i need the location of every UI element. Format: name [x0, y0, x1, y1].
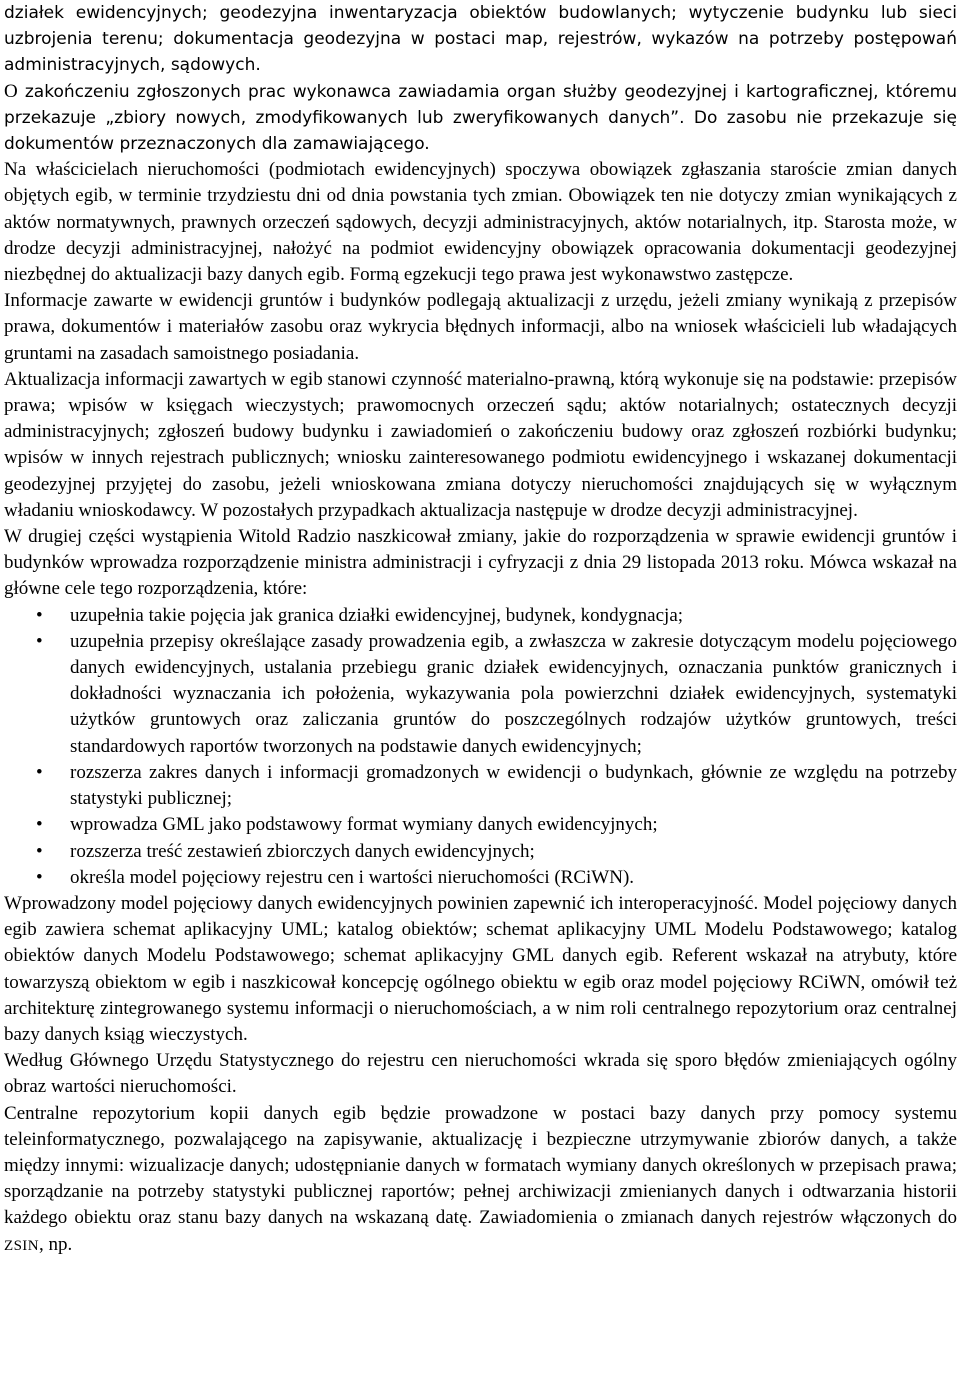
paragraph-7: [4, 891, 957, 1048]
list-item: [4, 839, 957, 865]
text-run: ktualizacja informacji zawartych w: [17, 368, 290, 390]
text-run: . Formą egzekucji tego prawa jest wykonawstwo zastępcze.: [340, 264, 794, 286]
text-run: . Referent wskazał na atrybuty, które towarzyszą obiektom w: [4, 945, 957, 993]
text-run: A: [4, 368, 18, 390]
text-run: drugiej części wystąpienia: [21, 526, 239, 548]
text-run: nformacje zawarte w ewidencji gruntów i budynków podlegają aktualizacji z urzędu, jeżeli zmiany wynikają z przepisów prawa, dokumentów i materiałów zasobu oraz wykrycia błędnych informacji, albo na wniosek właścicieli lub władających gruntami na zasadach samoistnego posiadania.: [4, 290, 957, 364]
text-run: określa model pojęciowy rejestru cen i wartości nieruchomości (: [70, 866, 561, 888]
text-run: wprowadza rozporządzenie ministra administracji i cyfryzacji z dnia 29 listopada 2013 roku. Mówca wskazał na główne cele tego rozporządzenia, które:: [4, 552, 957, 600]
paragraph-2: [4, 79, 957, 158]
list-item: [4, 812, 957, 838]
text-run: edług Głównego Urzędu Statystycznego do rejestru cen nieruchomości wkrada się sporo błędów zmieniających ogólny obraz wartości nieruchomości.: [4, 1050, 957, 1098]
paragraph-1: [4, 0, 957, 79]
list-item: [4, 760, 957, 812]
text-run: egib: [333, 1102, 367, 1124]
text-run: działek ewidencyjnych; geodezyjna inwentaryzacja obiektów budowlanych; wytyczenie budynku lub sieci uzbrojenia terenu; dokumentacja geodezyjna w postaci map, rejestrów, wykazów na potrzeby postępowań administracyjnych, sądowych.: [4, 3, 957, 76]
text-run: O: [4, 80, 18, 102]
text-run: C: [4, 1102, 17, 1124]
text-run: GML: [511, 945, 554, 967]
paragraph-6: [4, 524, 957, 603]
list-item: [4, 865, 957, 891]
text-run: egib: [307, 264, 341, 286]
text-run: prowadzony model pojęciowy danych ewidencyjnych powinien zapewnić ich interoperacyjność. Model pojęciowy danych: [21, 892, 957, 914]
text-run: W: [4, 526, 22, 548]
text-run: Witold Radzio: [238, 526, 351, 548]
text-run: RCiWN: [798, 971, 861, 993]
text-run: uzupełnia takie pojęcia jak granica działki ewidencyjnej, budynek, kondygnacja;: [70, 604, 684, 626]
text-run: w: [557, 971, 584, 993]
paragraph-3: [4, 157, 957, 288]
goals-bullet-list: [4, 603, 957, 891]
text-run: a właścicielach nieruchomości (podmiotach ewidencyjnych) spoczywa obowiązek zgłaszania staroście zmian danych objętych: [4, 159, 957, 207]
text-run: w sprawie ewidencji gruntów i budynków: [4, 526, 957, 574]
text-run: stanowi czynność materialno-prawną, którą wykonuje się na podstawie: przepisów prawa; wpisów w księgach wieczystych; prawomocnych orzeczeń sądu; aktów notarialnych; ostatecznych decyzji administracyjnych; zgłoszeń budowy budynku i zawiadomień o zakończeniu budowy oraz zgłoszeń rozbiórki budynku; wpisów w innych rejestrach publicznych; wniosku zainteresowanego podmiotu ewidencyjnego i wskazanej dokumentacji geodezyjnej przyjętej do zasobu, jeżeli wnioskowana zmiana dotyczy nieruchomości znajdujących się w wyłącznym władaniu wnioskodawcy. W pozostałych przypadkach aktualizacja następuje w drodze decyzji administracyjnej.: [4, 368, 957, 521]
text-run: ZSIN: [4, 1237, 39, 1254]
text-run: .: [679, 107, 694, 128]
text-run: rozszerza treść zestawień zbiorczych danych ewidencyjnych;: [70, 840, 535, 862]
text-run: naszkicował zmiany, jakie do rozporządzenia: [350, 526, 716, 548]
text-run: , a zwłaszcza w zakresie dotyczącym modelu pojęciowego danych ewidencyjnych, ustalania przebiegu granic działek ewidencyjnych, oznaczania punktów granicznych i dokładności wyznaczania ich położenia, wykazywania pola powierzchni działek ewidencyjnych, systematyki użytków gruntowych oraz zaliczania gruntów do poszczególnych rodzajów użytków gruntowych, treści standardowych raportów tworzonych na podstawie danych ewidencyjnych;: [70, 630, 957, 757]
text-run: jako podstawowy format wymiany danych ewidencyjnych;: [203, 814, 658, 836]
text-run: będzie prowadzone w postaci bazy danych przy pomocy systemu teleinformatycznego, pozwalającego na zapisywanie, aktualizację i bezpieczne utrzymywanie zbiorów danych, a także między innymi: wizualizacje danych; udostępnianie danych w formatach wymiany danych określonych w przepisach prawa; sporządzanie na potrzeby statystyki publicznej raportów; pełnej archiwizacji zmienianych danych i odtwarzania historii każdego obiektu oraz stanu bazy danych na wskazaną datę. Zawiadomienia o zmianach danych rejestrów włączonych do: [4, 1102, 958, 1229]
text-run: wprowadza: [70, 814, 163, 836]
text-run: zakończeniu zgłoszonych prac wykonawca zawiadamia organ służby geodezyjnej i kartograficznej, któremu przekazuje: [4, 81, 957, 128]
text-run: W: [4, 1050, 21, 1072]
text-run: Do zasobu nie przekazuje się dokumentów przeznaczonych dla zamawiającego.: [4, 107, 957, 155]
paragraph-8: [4, 1048, 957, 1100]
text-run: rozszerza zakres danych i informacji gromadzonych w ewidencji o budynkach, głównie ze względu na potrzeby statystyki publicznej;: [70, 761, 957, 810]
text-run: danych: [553, 945, 626, 967]
paragraph-5: [4, 367, 957, 524]
list-item: [4, 603, 957, 629]
text-run: UML Modelu Podstawowego; katalog obiektów danych Modelu Podstawowego; schemat aplikacyjny: [4, 919, 957, 967]
text-run: zawiera schemat aplikacyjny: [36, 919, 282, 941]
text-run: N: [4, 159, 18, 181]
list-item: [4, 629, 957, 760]
text-run: egib: [75, 185, 108, 207]
text-run: egib: [625, 945, 659, 967]
text-run: RCiWN: [560, 866, 623, 888]
text-run: ).: [622, 866, 635, 888]
text-run: UML; katalog obiektów; schemat aplikacyjny: [281, 919, 646, 941]
text-run: oraz model pojęciowy: [615, 971, 799, 993]
paragraph-4: [4, 288, 957, 367]
text-run: W: [4, 892, 22, 914]
text-run: , w terminie trzydziestu dni od dnia powstania tych zmian. Obowiązek ten nie dotyczy zmian wynikających z aktów normatywnych, prawnych orzeczeń sądowych, decyzji administracyjnych, aktów notarialnych, itp. Starosta może, w drodze decyzji administracyjnej, nałożyć na podmiot ewidencyjny obowiązek opracowania dokumentacji geodezyjnej niezbędnej do aktualizacji bazy danych: [4, 185, 957, 286]
text-run: egib: [4, 919, 37, 941]
text-run: egib: [192, 971, 225, 993]
text-run: I: [4, 290, 11, 312]
text-run: , np.: [38, 1233, 73, 1255]
text-run: egib: [471, 630, 505, 652]
text-run: , omówił też architekturę zintegrowanego systemu informacji o nieruchomościach, a w nim roli centralnego repozytorium oraz centralnej bazy danych ksiąg wieczystych.: [4, 971, 958, 1045]
text-run: ogólnego obiektu: [424, 971, 558, 993]
text-run: GML: [162, 814, 204, 836]
text-run: egib: [583, 971, 616, 993]
text-run: entralne repozytorium kopii danych: [16, 1102, 334, 1124]
paragraph-9: [4, 1101, 957, 1259]
text-run: uzupełnia przepisy określające zasady prowadzenia: [70, 630, 472, 652]
text-run: i naszkicował koncepcję: [225, 971, 425, 993]
text-run: egib: [289, 368, 323, 390]
text-run: „zbiory nowych, zmodyfikowanych lub zweryfikowanych danych”: [105, 107, 680, 128]
